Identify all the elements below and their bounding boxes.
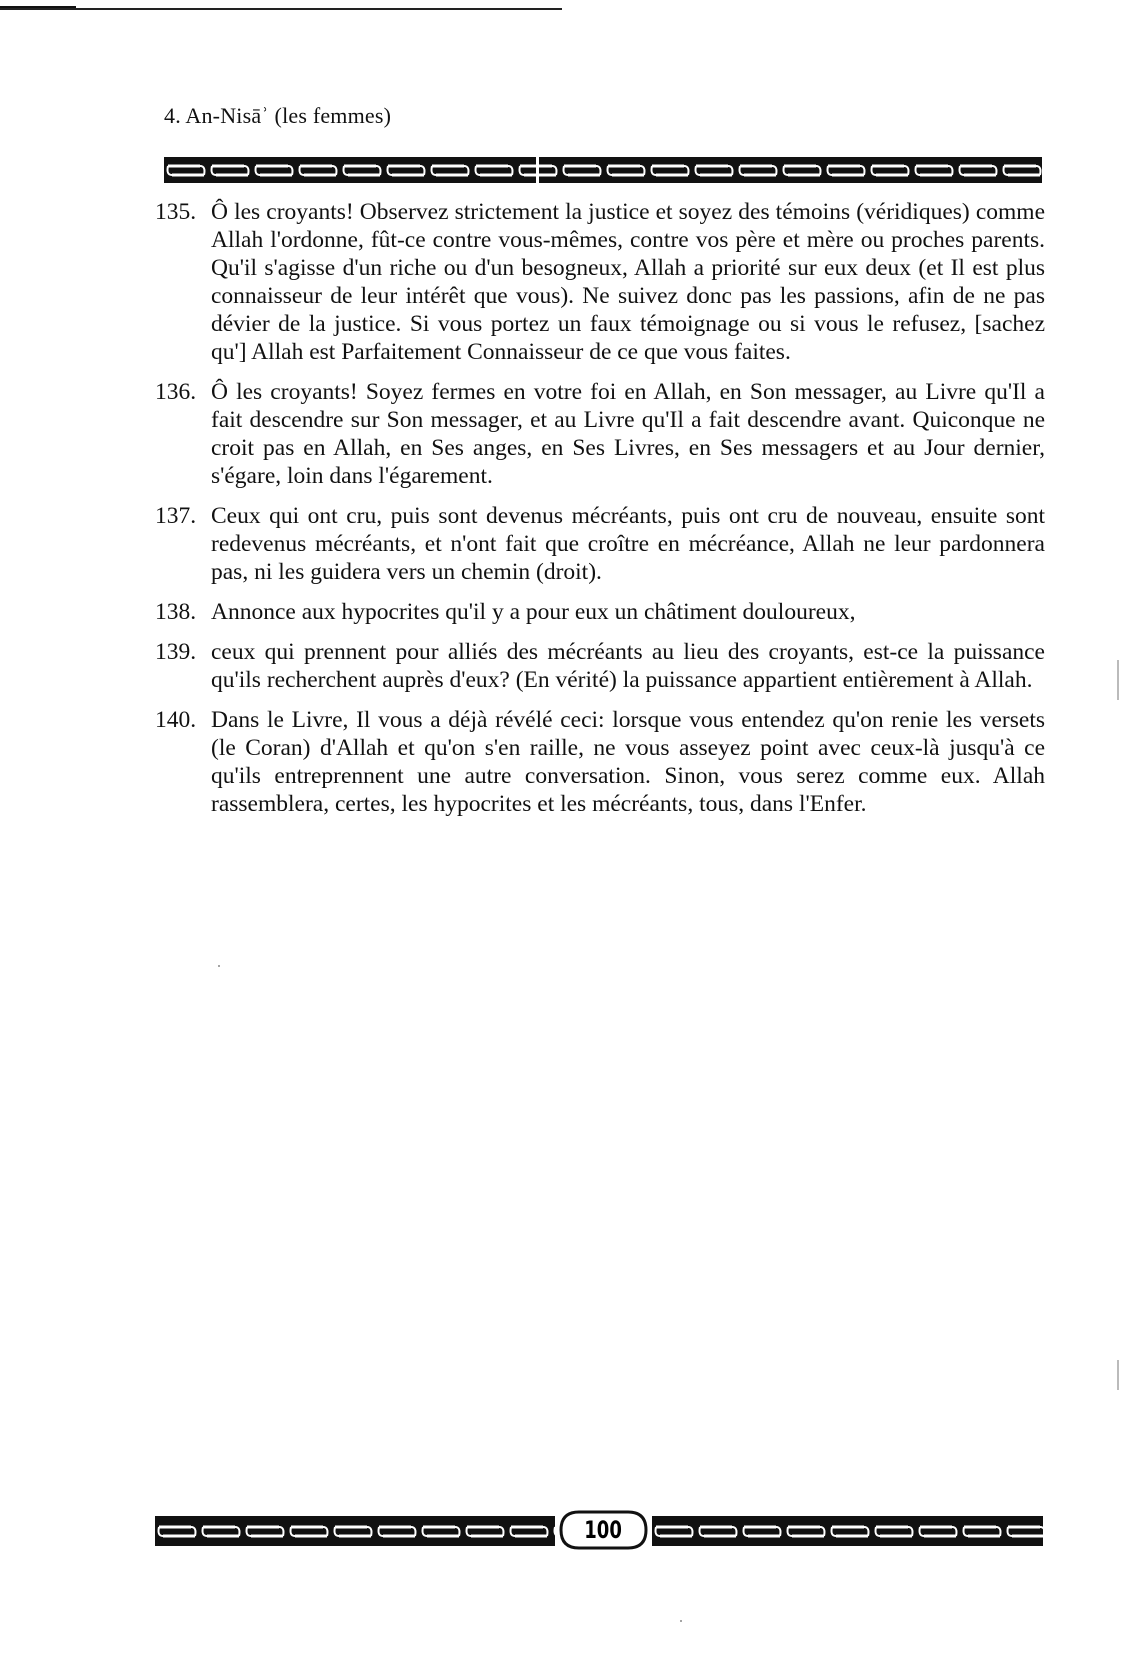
verse-text: ceux qui prennent pour alliés des mécréants au lieu des croyants, est-ce la puissance qu'ils recherchent auprès d'eux? (En vérité) la puissance appartient entièrement à Allah. [211, 639, 1045, 693]
verse-text: Ô les croyants! Soyez fermes en votre foi en Allah, en Son messager, au Livre qu'Il a fait descendre sur Son messager, et au Livre qu'Il a fait descendre avant. Quiconque ne croit pas en Allah, en Ses anges, en Ses Livres, en Ses messagers et au Jour dernier, s'égare, loin dans l'égarement. [211, 379, 1045, 489]
surah-header: 4. An-Nisāʾ (les femmes) [164, 103, 392, 128]
chain-ornament-icon [155, 1516, 555, 1546]
top-rule [0, 8, 562, 10]
verse-number: 137. [155, 503, 197, 529]
scan-mark [680, 1620, 682, 1622]
decorative-border-bottom-right [652, 1516, 1043, 1546]
scan-mark [1117, 1360, 1119, 1390]
verse-list [155, 198, 1045, 830]
verse-number: 135. [155, 199, 197, 225]
verse [155, 706, 1045, 818]
verse-text: Ceux qui ont cru, puis sont devenus mécréants, puis ont cru de nouveau, ensuite sont redevenus mécréants, et n'ont fait que croître en mécréance, Allah ne leur pardonnera pas, ni les guidera vers un chemin (droit). [211, 503, 1045, 585]
verse-text: Ô les croyants! Observez strictement la justice et soyez des témoins (véridiques) comme Allah l'ordonne, fût-ce contre vous-mêmes, contre vos père et mère ou proches parents. Qu'il s'agisse d'un riche ou d'un besogneux, Allah a priorité sur eux deux (et Il est plus connaisseur de leur intérêt que vous). Ne suivez donc pas les passions, afin de ne pas dévier de la justice. Si vous portez un faux témoignage ou si vous le refusez, [sachez qu'] Allah est Parfaitement Connaisseur de ce que vous faites. [211, 199, 1045, 365]
chain-ornament-icon [164, 157, 1042, 183]
verse [155, 598, 1045, 626]
page-number-cartouche [555, 1508, 652, 1552]
verse-text: Annonce aux hypocrites qu'il y a pour eux un châtiment douloureux, [211, 599, 856, 625]
verse-text: Dans le Livre, Il vous a déjà révélé ceci: lorsque vous entendez qu'on renie les versets (le Coran) d'Allah et qu'on s'en raille, ne vous asseyez point avec ceux-là jusqu'à ce qu'ils entreprennent une autre conversation. Sinon, vous serez comme eux. Allah rassemblera, certes, les hypocrites et les mécréants, tous, dans l'Enfer. [211, 707, 1045, 817]
verse-number: 136. [155, 379, 197, 405]
verse [155, 378, 1045, 490]
verse-number: 138. [155, 599, 197, 625]
decorative-border-top [164, 157, 1042, 183]
verse [155, 502, 1045, 586]
verse-number: 140. [155, 707, 197, 733]
page-number: 100 [584, 1516, 623, 1544]
decorative-border-bottom-left [155, 1516, 555, 1546]
verse [155, 638, 1045, 694]
scan-mark [218, 965, 220, 967]
verse-number: 139. [155, 639, 197, 665]
scan-mark [1117, 660, 1119, 700]
verse [155, 198, 1045, 366]
chain-ornament-icon [652, 1516, 1043, 1546]
